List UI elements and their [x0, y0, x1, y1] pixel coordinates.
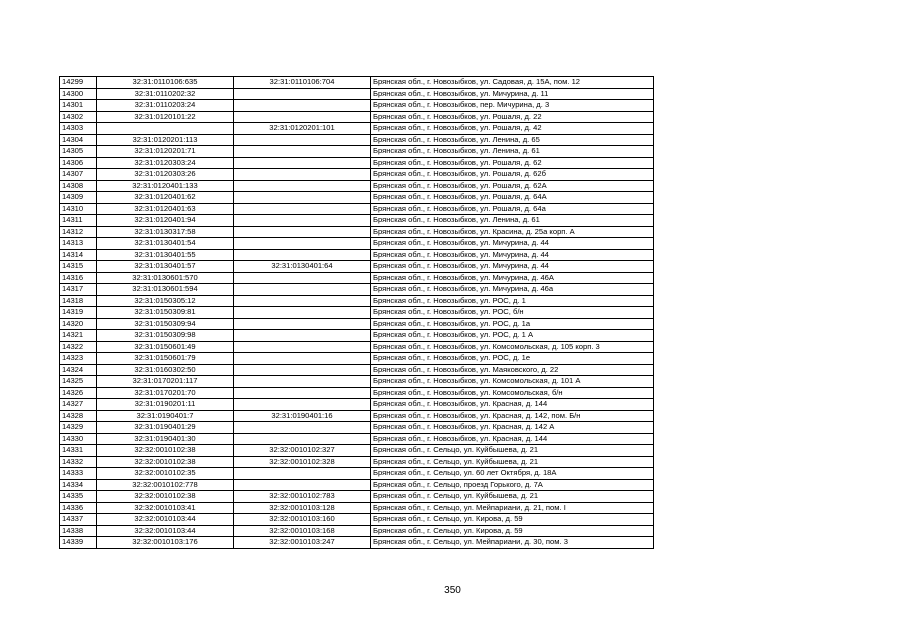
- row-number-cell: 14338: [60, 525, 97, 537]
- address-cell: Брянская обл., г. Новозыбков, ул. Ленина, д. 65: [371, 134, 654, 146]
- address-cell: Брянская обл., г. Сельцо, ул. Кирова, д. 59: [371, 525, 654, 537]
- row-number-cell: 14314: [60, 249, 97, 261]
- table-row: [60, 341, 654, 353]
- row-number-cell: 14310: [60, 203, 97, 215]
- table-row: [60, 410, 654, 422]
- row-number-cell: 14328: [60, 410, 97, 422]
- address-cell: Брянская обл., г. Новозыбков, ул. Красная, д. 142, пом. Б/н: [371, 410, 654, 422]
- table-row: [60, 226, 654, 238]
- row-number-cell: 14339: [60, 537, 97, 549]
- object-cadastral-number-cell: 32:32:0010102:327: [234, 445, 371, 457]
- table-row: [60, 157, 654, 169]
- object-cadastral-number-cell: [234, 272, 371, 284]
- address-cell: Брянская обл., г. Новозыбков, ул. РОС, д. 1е: [371, 353, 654, 365]
- row-number-cell: 14307: [60, 169, 97, 181]
- table-row: [60, 376, 654, 388]
- row-number-cell: 14319: [60, 307, 97, 319]
- table-row: [60, 146, 654, 158]
- address-cell: Брянская обл., г. Новозыбков, ул. Ленина, д. 61: [371, 215, 654, 227]
- row-number-cell: 14308: [60, 180, 97, 192]
- address-cell: Брянская обл., г. Новозыбков, ул. Рошаля, д. 62А: [371, 180, 654, 192]
- object-cadastral-number-cell: [234, 376, 371, 388]
- address-cell: Брянская обл., г. Новозыбков, ул. Мичурина, д. 46А: [371, 272, 654, 284]
- cadastral-number-cell: 32:31:0150309:81: [97, 307, 234, 319]
- table-row: [60, 525, 654, 537]
- cadastral-number-cell: 32:32:0010102:38: [97, 491, 234, 503]
- object-cadastral-number-cell: [234, 399, 371, 411]
- address-cell: Брянская обл., г. Новозыбков, ул. Рошаля, д. 64А: [371, 192, 654, 204]
- table-row: [60, 111, 654, 123]
- cadastral-number-cell: 32:32:0010103:44: [97, 525, 234, 537]
- cadastral-number-cell: 32:31:0150309:98: [97, 330, 234, 342]
- object-cadastral-number-cell: [234, 88, 371, 100]
- object-cadastral-number-cell: [234, 192, 371, 204]
- address-cell: Брянская обл., г. Новозыбков, ул. Рошаля, д. 62б: [371, 169, 654, 181]
- cadastral-number-cell: 32:31:0150601:49: [97, 341, 234, 353]
- row-number-cell: 14301: [60, 100, 97, 112]
- object-cadastral-number-cell: [234, 479, 371, 491]
- address-cell: Брянская обл., г. Новозыбков, ул. Мичурина, д. 44: [371, 261, 654, 273]
- row-number-cell: 14318: [60, 295, 97, 307]
- cadastral-number-cell: 32:31:0130401:57: [97, 261, 234, 273]
- address-cell: Брянская обл., г. Новозыбков, ул. РОС, б/н: [371, 307, 654, 319]
- table-row: [60, 284, 654, 296]
- row-number-cell: 14306: [60, 157, 97, 169]
- cadastral-number-cell: 32:31:0170201:70: [97, 387, 234, 399]
- row-number-cell: 14300: [60, 88, 97, 100]
- row-number-cell: 14299: [60, 77, 97, 89]
- address-cell: Брянская обл., г. Новозыбков, ул. Красная, д. 142 А: [371, 422, 654, 434]
- object-cadastral-number-cell: [234, 364, 371, 376]
- cadastral-number-cell: 32:32:0010102:35: [97, 468, 234, 480]
- table-row: [60, 180, 654, 192]
- address-cell: Брянская обл., г. Новозыбков, ул. Садовая, д. 15А, пом. 12: [371, 77, 654, 89]
- address-cell: Брянская обл., г. Сельцо, ул. Куйбышева, д. 21: [371, 445, 654, 457]
- address-cell: Брянская обл., г. Сельцо, ул. Кирова, д. 59: [371, 514, 654, 526]
- table-row: [60, 169, 654, 181]
- row-number-cell: 14326: [60, 387, 97, 399]
- table-row: [60, 318, 654, 330]
- row-number-cell: 14329: [60, 422, 97, 434]
- table-row: [60, 272, 654, 284]
- object-cadastral-number-cell: [234, 226, 371, 238]
- object-cadastral-number-cell: [234, 203, 371, 215]
- cadastral-number-cell: 32:31:0120401:94: [97, 215, 234, 227]
- object-cadastral-number-cell: [234, 111, 371, 123]
- row-number-cell: 14304: [60, 134, 97, 146]
- table-row: [60, 249, 654, 261]
- table-row: [60, 433, 654, 445]
- address-cell: Брянская обл., г. Новозыбков, пер. Мичурина, д. 3: [371, 100, 654, 112]
- address-cell: Брянская обл., г. Новозыбков, ул. Маяковского, д. 22: [371, 364, 654, 376]
- address-cell: Брянская обл., г. Новозыбков, ул. Мичурина, д. 11: [371, 88, 654, 100]
- table-row: [60, 399, 654, 411]
- cadastral-number-cell: 32:31:0130317:58: [97, 226, 234, 238]
- cadastral-number-cell: 32:31:0150601:79: [97, 353, 234, 365]
- object-cadastral-number-cell: [234, 468, 371, 480]
- object-cadastral-number-cell: 32:32:0010103:160: [234, 514, 371, 526]
- cadastral-number-cell: 32:31:0110203:24: [97, 100, 234, 112]
- table-row: [60, 456, 654, 468]
- address-cell: Брянская обл., г. Новозыбков, ул. Рошаля, д. 64а: [371, 203, 654, 215]
- table-row: [60, 123, 654, 135]
- row-number-cell: 14332: [60, 456, 97, 468]
- address-cell: Брянская обл., г. Новозыбков, ул. Ленина, д. 61: [371, 146, 654, 158]
- cadastral-number-cell: 32:31:0190401:30: [97, 433, 234, 445]
- cadastral-number-cell: 32:31:0150309:94: [97, 318, 234, 330]
- cadastral-number-cell: 32:31:0120401:63: [97, 203, 234, 215]
- cadastral-number-cell: 32:32:0010102:38: [97, 445, 234, 457]
- object-cadastral-number-cell: [234, 307, 371, 319]
- cadastral-number-cell: 32:31:0190401:29: [97, 422, 234, 434]
- cadastral-number-cell: 32:31:0130601:570: [97, 272, 234, 284]
- cadastral-number-cell: 32:32:0010102:778: [97, 479, 234, 491]
- address-cell: Брянская обл., г. Новозыбков, ул. Комсомольская, б/н: [371, 387, 654, 399]
- address-cell: Брянская обл., г. Новозыбков, ул. Рошаля, д. 42: [371, 123, 654, 135]
- cadastral-number-cell: 32:31:0190201:11: [97, 399, 234, 411]
- table-row: [60, 422, 654, 434]
- table-row: [60, 261, 654, 273]
- address-cell: Брянская обл., г. Новозыбков, ул. РОС, д. 1: [371, 295, 654, 307]
- row-number-cell: 14302: [60, 111, 97, 123]
- table-row: [60, 192, 654, 204]
- cadastral-number-cell: 32:31:0190401:7: [97, 410, 234, 422]
- object-cadastral-number-cell: [234, 180, 371, 192]
- row-number-cell: 14331: [60, 445, 97, 457]
- row-number-cell: 14309: [60, 192, 97, 204]
- table-row: [60, 445, 654, 457]
- row-number-cell: 14305: [60, 146, 97, 158]
- table-row: [60, 295, 654, 307]
- table-row: [60, 387, 654, 399]
- cadastral-number-cell: 32:31:0120101:22: [97, 111, 234, 123]
- object-cadastral-number-cell: [234, 134, 371, 146]
- row-number-cell: 14324: [60, 364, 97, 376]
- registry-table: [59, 76, 654, 549]
- row-number-cell: 14325: [60, 376, 97, 388]
- address-cell: Брянская обл., г. Новозыбков, ул. Рошаля, д. 22: [371, 111, 654, 123]
- address-cell: Брянская обл., г. Сельцо, ул. Мейпариани, д. 21, пом. I: [371, 502, 654, 514]
- row-number-cell: 14316: [60, 272, 97, 284]
- address-cell: Брянская обл., г. Новозыбков, ул. Красная, д. 144: [371, 433, 654, 445]
- address-cell: Брянская обл., г. Новозыбков, ул. Красина, д. 25а корп. А: [371, 226, 654, 238]
- object-cadastral-number-cell: [234, 295, 371, 307]
- object-cadastral-number-cell: 32:32:0010102:328: [234, 456, 371, 468]
- object-cadastral-number-cell: [234, 215, 371, 227]
- row-number-cell: 14323: [60, 353, 97, 365]
- row-number-cell: 14313: [60, 238, 97, 250]
- row-number-cell: 14330: [60, 433, 97, 445]
- cadastral-number-cell: 32:31:0120201:71: [97, 146, 234, 158]
- table-row: [60, 307, 654, 319]
- table-row: [60, 238, 654, 250]
- row-number-cell: 14317: [60, 284, 97, 296]
- object-cadastral-number-cell: [234, 341, 371, 353]
- object-cadastral-number-cell: 32:31:0130401:64: [234, 261, 371, 273]
- cadastral-number-cell: 32:31:0170201:117: [97, 376, 234, 388]
- cadastral-number-cell: 32:31:0120303:26: [97, 169, 234, 181]
- table-row: [60, 479, 654, 491]
- object-cadastral-number-cell: [234, 353, 371, 365]
- object-cadastral-number-cell: 32:32:0010102:783: [234, 491, 371, 503]
- row-number-cell: 14321: [60, 330, 97, 342]
- table-row: [60, 468, 654, 480]
- table-row: [60, 88, 654, 100]
- row-number-cell: 14322: [60, 341, 97, 353]
- page-number: 350: [444, 585, 461, 596]
- table-row: [60, 491, 654, 503]
- address-cell: Брянская обл., г. Новозыбков, ул. РОС, д. 1а: [371, 318, 654, 330]
- object-cadastral-number-cell: [234, 249, 371, 261]
- row-number-cell: 14312: [60, 226, 97, 238]
- cadastral-number-cell: 32:31:0130401:55: [97, 249, 234, 261]
- table-row: [60, 77, 654, 89]
- table-row: [60, 514, 654, 526]
- row-number-cell: 14335: [60, 491, 97, 503]
- table-row: [60, 502, 654, 514]
- row-number-cell: 14315: [60, 261, 97, 273]
- row-number-cell: 14327: [60, 399, 97, 411]
- cadastral-number-cell: 32:31:0130401:54: [97, 238, 234, 250]
- row-number-cell: 14337: [60, 514, 97, 526]
- table-row: [60, 537, 654, 549]
- address-cell: Брянская обл., г. Сельцо, ул. Куйбышева, д. 21: [371, 456, 654, 468]
- object-cadastral-number-cell: [234, 433, 371, 445]
- address-cell: Брянская обл., г. Новозыбков, ул. РОС, д. 1 А: [371, 330, 654, 342]
- cadastral-number-cell: 32:32:0010103:41: [97, 502, 234, 514]
- object-cadastral-number-cell: [234, 284, 371, 296]
- cadastral-number-cell: 32:31:0120401:133: [97, 180, 234, 192]
- object-cadastral-number-cell: 32:31:0110106:704: [234, 77, 371, 89]
- address-cell: Брянская обл., г. Сельцо, ул. 60 лет Октября, д. 18А: [371, 468, 654, 480]
- object-cadastral-number-cell: [234, 146, 371, 158]
- address-cell: Брянская обл., г. Новозыбков, ул. Красная, д. 144: [371, 399, 654, 411]
- row-number-cell: 14334: [60, 479, 97, 491]
- object-cadastral-number-cell: [234, 387, 371, 399]
- object-cadastral-number-cell: 32:31:0190401:16: [234, 410, 371, 422]
- address-cell: Брянская обл., г. Новозыбков, ул. Мичурина, д. 44: [371, 249, 654, 261]
- address-cell: Брянская обл., г. Сельцо, ул. Мейпариани, д. 30, пом. 3: [371, 537, 654, 549]
- object-cadastral-number-cell: 32:32:0010103:247: [234, 537, 371, 549]
- table-row: [60, 134, 654, 146]
- table-row: [60, 100, 654, 112]
- object-cadastral-number-cell: [234, 157, 371, 169]
- address-cell: Брянская обл., г. Сельцо, ул. Куйбышева, д. 21: [371, 491, 654, 503]
- row-number-cell: 14336: [60, 502, 97, 514]
- address-cell: Брянская обл., г. Новозыбков, ул. Комсомольская, д. 105 корп. 3: [371, 341, 654, 353]
- address-cell: Брянская обл., г. Сельцо, проезд Горького, д. 7А: [371, 479, 654, 491]
- registry-table-body: [60, 77, 654, 549]
- object-cadastral-number-cell: [234, 318, 371, 330]
- object-cadastral-number-cell: 32:31:0120201:101: [234, 123, 371, 135]
- cadastral-number-cell: 32:31:0150305:12: [97, 295, 234, 307]
- object-cadastral-number-cell: 32:32:0010103:168: [234, 525, 371, 537]
- object-cadastral-number-cell: [234, 238, 371, 250]
- cadastral-number-cell: 32:32:0010103:44: [97, 514, 234, 526]
- table-row: [60, 215, 654, 227]
- address-cell: Брянская обл., г. Новозыбков, ул. Рошаля, д. 62: [371, 157, 654, 169]
- object-cadastral-number-cell: [234, 330, 371, 342]
- table-row: [60, 364, 654, 376]
- cadastral-number-cell: 32:31:0110202:32: [97, 88, 234, 100]
- row-number-cell: 14320: [60, 318, 97, 330]
- table-row: [60, 330, 654, 342]
- cadastral-number-cell: 32:31:0110106:635: [97, 77, 234, 89]
- cadastral-number-cell: 32:31:0120401:62: [97, 192, 234, 204]
- row-number-cell: 14311: [60, 215, 97, 227]
- cadastral-number-cell: 32:32:0010102:38: [97, 456, 234, 468]
- cadastral-number-cell: 32:31:0120201:113: [97, 134, 234, 146]
- address-cell: Брянская обл., г. Новозыбков, ул. Мичурина, д. 46а: [371, 284, 654, 296]
- address-cell: Брянская обл., г. Новозыбков, ул. Мичурина, д. 44: [371, 238, 654, 250]
- object-cadastral-number-cell: [234, 100, 371, 112]
- row-number-cell: 14333: [60, 468, 97, 480]
- cadastral-number-cell: [97, 123, 234, 135]
- cadastral-number-cell: 32:31:0130601:594: [97, 284, 234, 296]
- cadastral-number-cell: 32:31:0120303:24: [97, 157, 234, 169]
- object-cadastral-number-cell: 32:32:0010103:128: [234, 502, 371, 514]
- table-row: [60, 203, 654, 215]
- address-cell: Брянская обл., г. Новозыбков, ул. Комсомольская, д. 101 А: [371, 376, 654, 388]
- row-number-cell: 14303: [60, 123, 97, 135]
- cadastral-number-cell: 32:31:0160302:50: [97, 364, 234, 376]
- object-cadastral-number-cell: [234, 422, 371, 434]
- object-cadastral-number-cell: [234, 169, 371, 181]
- cadastral-number-cell: 32:32:0010103:176: [97, 537, 234, 549]
- table-row: [60, 353, 654, 365]
